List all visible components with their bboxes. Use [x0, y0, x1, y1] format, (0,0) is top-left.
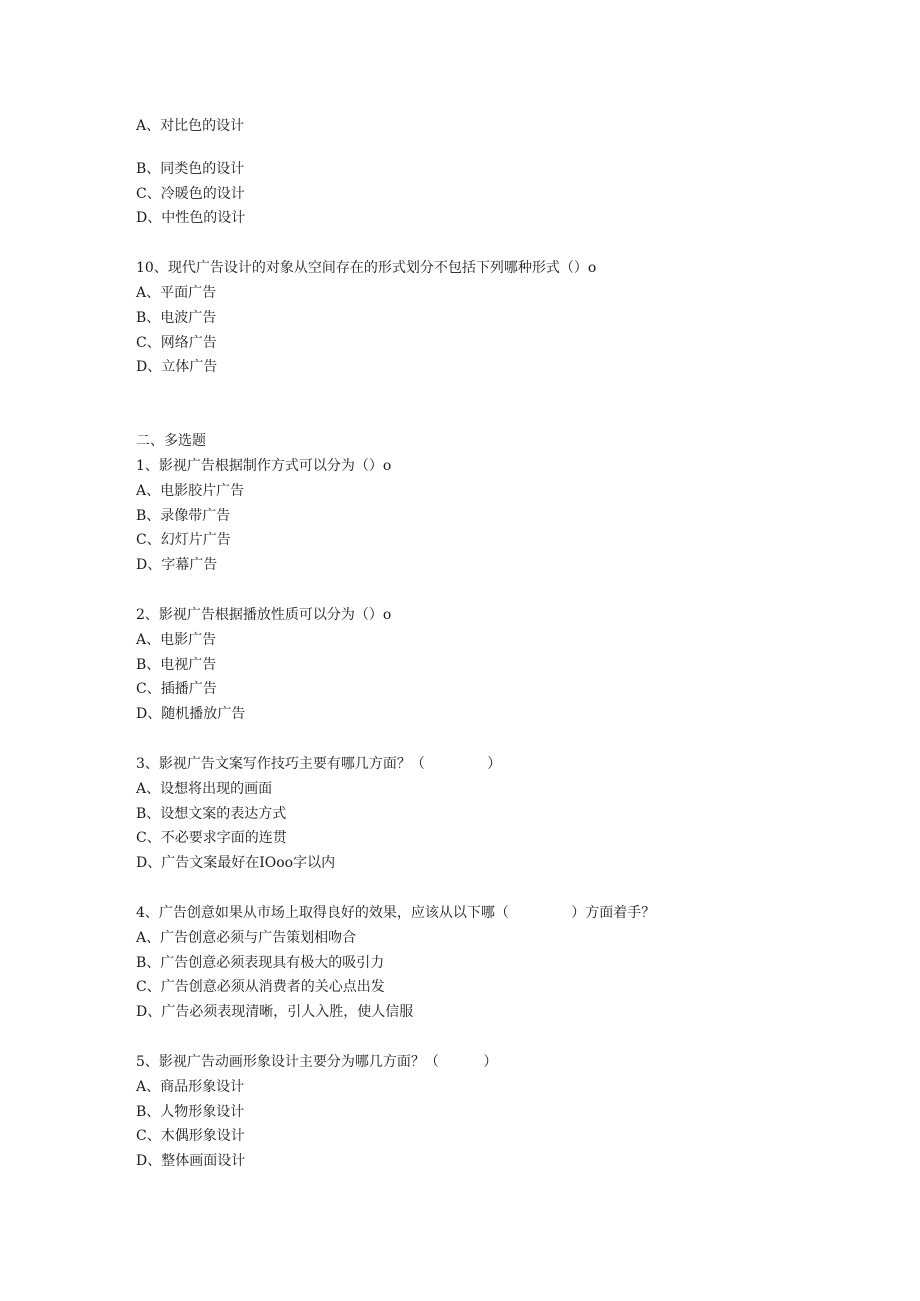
mc-question-5: 5、影视广告动画形象设计主要分为哪几方面？（ ）: [136, 1053, 498, 1070]
spacer: [136, 876, 856, 901]
mc-q2-option-b: B、电视广告: [136, 656, 217, 673]
mc-q4-option-b: B、广告创意必须表现具有极大的吸引力: [136, 954, 385, 971]
q9-option-a: A、对比色的设计: [136, 118, 245, 134]
mc-q1-option-c: C、幻灯片广告: [136, 532, 231, 549]
mc-q3-option-b: B、设想文案的表达方式: [136, 805, 287, 822]
mc-q4-option-a: A、广告创意必须与广告策划相吻合: [136, 929, 357, 946]
mc-q1-option-d: D、字幕广告: [136, 557, 218, 574]
q10-option-c: C、网络广告: [136, 334, 217, 351]
q10-question: 10、现代广告设计的对象从空间存在的形式划分不包括下列哪种形式（）o: [136, 260, 597, 277]
q9-option-c: C、冷暖色的设计: [136, 185, 245, 202]
q10-option-d: D、立体广告: [136, 359, 218, 376]
mc-q1-option-a: A、电影胶片广告: [136, 482, 245, 499]
mc-question-2: 2、影视广告根据播放性质可以分为（）o: [136, 606, 392, 623]
mc-q5-option-a: A、商品形象设计: [136, 1078, 245, 1095]
mc-q3-option-a: A、设想将出现的画面: [136, 780, 273, 797]
q9-option-d: D、中性色的设计: [136, 210, 246, 227]
mc-q1-option-b: B、录像带广告: [136, 507, 231, 524]
spacer: [136, 1025, 856, 1050]
mc-question-4: 4、广告创意如果从市场上取得良好的效果，应该从以下哪（ ）方面着手？: [136, 904, 656, 921]
mc-q2-option-d: D、随机播放广告: [136, 706, 246, 723]
mc-q4-option-d: D、广告必须表现清晰，引人入胜，使人信服: [136, 1004, 414, 1021]
spacer: [136, 380, 856, 429]
mc-q2-option-c: C、插播广告: [136, 681, 217, 698]
mc-q5-option-d: D、整体画面设计: [136, 1153, 246, 1170]
spacer: [136, 578, 856, 603]
mc-q5-option-b: B、人物形象设计: [136, 1103, 245, 1120]
mc-q4-option-c: C、广告创意必须从消费者的关心点出发: [136, 979, 385, 996]
q10-option-a: A、平面广告: [136, 284, 217, 301]
mc-question-3: 3、影视广告文案写作技巧主要有哪几方面？（ ）: [136, 755, 502, 772]
mc-question-1: 1、影视广告根据制作方式可以分为（）o: [136, 457, 392, 474]
q9-option-b: B、同类色的设计: [136, 160, 245, 177]
q10-option-b: B、电波广告: [136, 309, 217, 326]
spacer: [136, 727, 856, 752]
mc-q5-option-c: C、木偶形象设计: [136, 1128, 245, 1145]
section-title: 二、多选题: [136, 433, 206, 450]
mc-q2-option-a: A、电影广告: [136, 631, 217, 648]
mc-q3-option-c: C、不必要求字面的连贯: [136, 830, 287, 847]
mc-q3-option-d: D、广告文案最好在IOoo字以内: [136, 855, 336, 872]
spacer: [136, 139, 856, 157]
spacer: [136, 231, 856, 256]
document-page: [136, 114, 856, 1174]
